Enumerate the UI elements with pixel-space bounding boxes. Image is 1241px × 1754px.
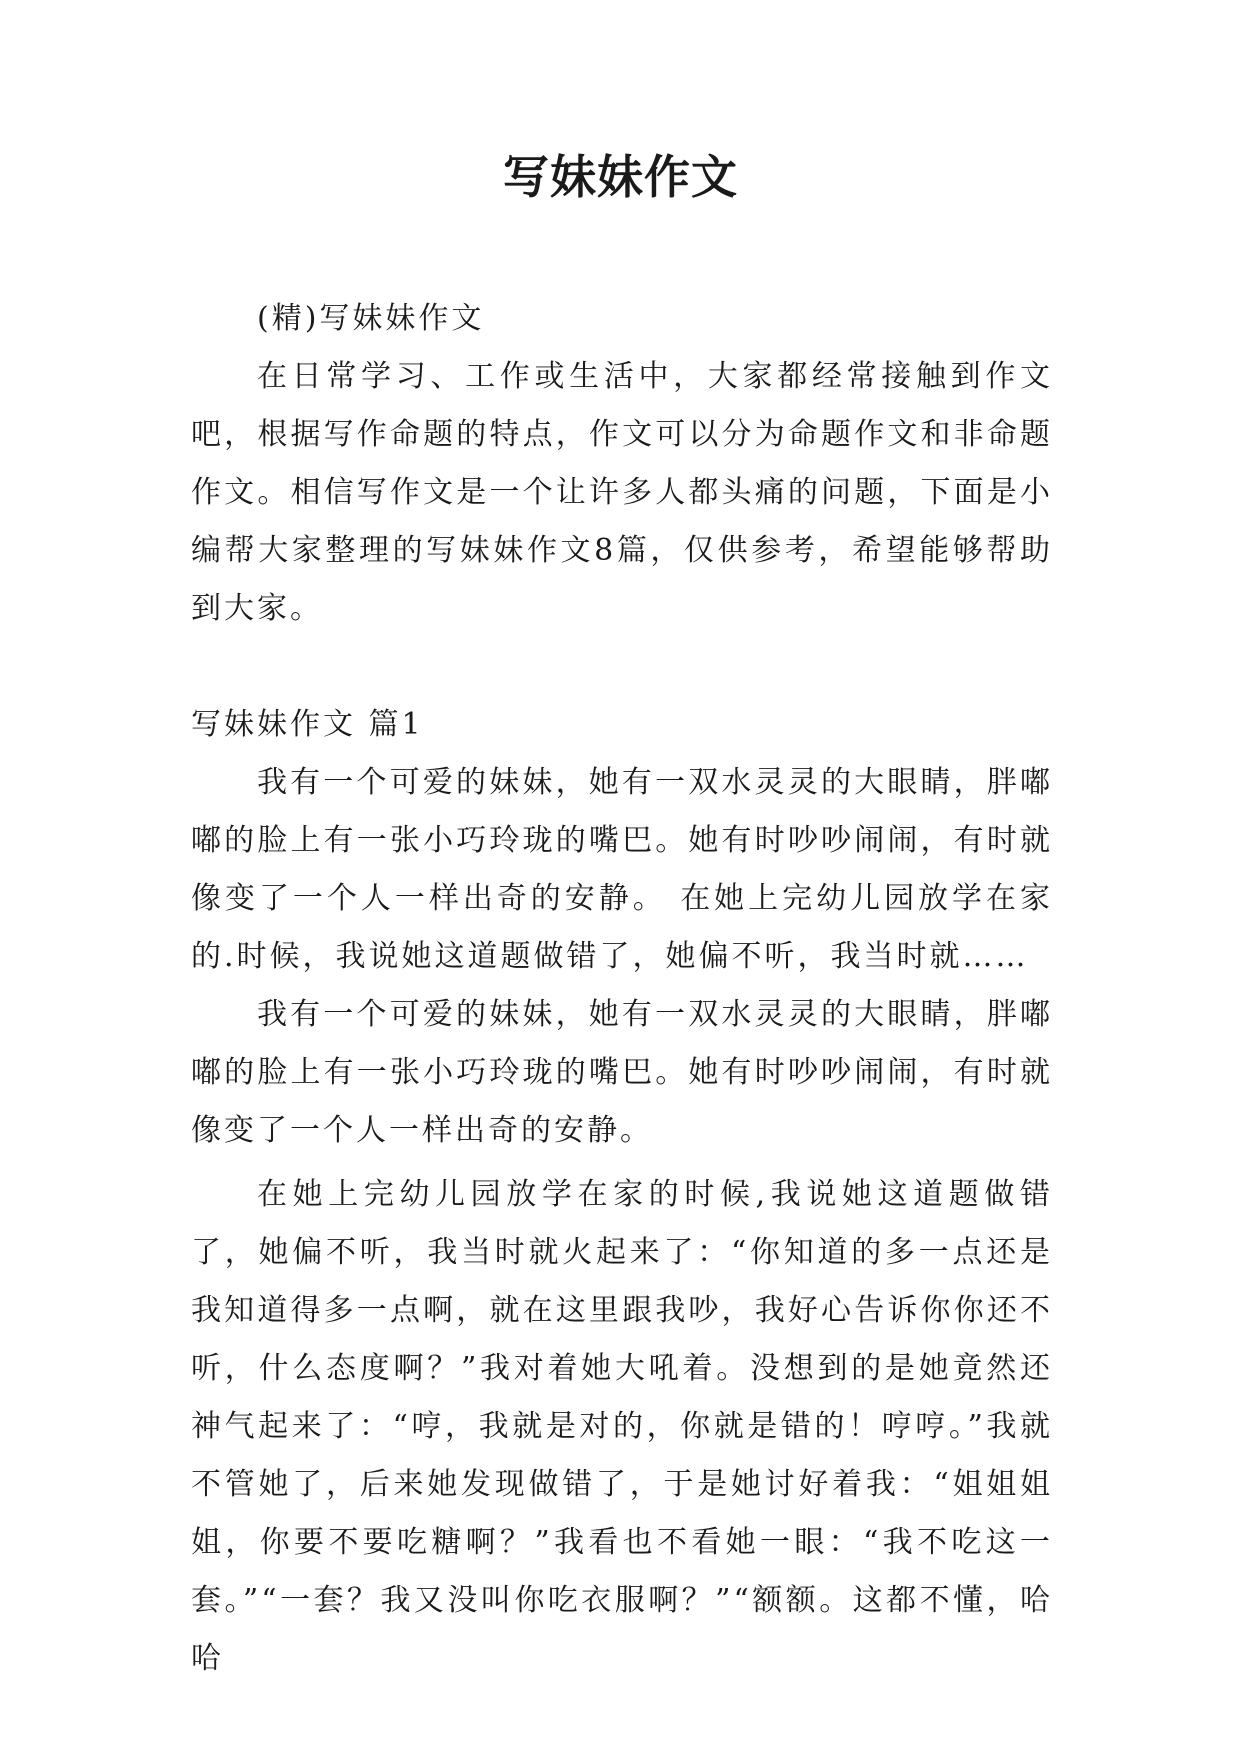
intro-paragraph: 在日常学习、工作或生活中，大家都经常接触到作文吧，根据写作命题的特点，作文可以分为命题作文和非命题作文。相信写作文是一个让许多人都头痛的问题，下面是小编帮大家整理的写妹妹作文8篇，仅供参考，希望能够帮助到大家。 [191,359,1053,626]
document-body [191,290,1053,1688]
document-title: 写妹妹作文 [503,150,738,204]
body-paragraph-2: 我有一个可爱的妹妹，她有一双水灵灵的大眼睛，胖嘟嘟的脸上有一张小巧玲珑的嘴巴。她有时吵吵闹闹，有时就像变了一个人一样出奇的安静。 [191,997,1053,1148]
section-heading: 写妹妹作文 篇1 [191,707,424,742]
body-paragraph-3: 在她上完幼儿园放学在家的时候,我说她这道题做错了，她偏不听，我当时就火起来了：“你知道的多一点还是我知道得多一点啊，就在这里跟我吵，我好心告诉你你还不听，什么态度啊？”我对着她大吼着。没想到的是她竟然还神气起来了：“哼，我就是对的，你就是错的！哼哼。”我就不管她了，后来她发现做错了，于是她讨好着我：“姐姐姐姐，你要不要吃糖啊？”我看也不看她一眼：“我不吃这一套。”“一套？我又没叫你吃衣服啊？”“额额。这都不懂，哈哈 [191,1177,1053,1676]
document-subtitle: (精)写妹妹作文 [257,301,485,336]
body-paragraph-1: 我有一个可爱的妹妹，她有一双水灵灵的大眼睛，胖嘟嘟的脸上有一张小巧玲珑的嘴巴。她有时吵吵闹闹，有时就像变了一个人一样出奇的安静。 在她上完幼儿园放学在家的.时候，我说她这道题做错了，她偏不听，我当时就…… [191,765,1053,974]
